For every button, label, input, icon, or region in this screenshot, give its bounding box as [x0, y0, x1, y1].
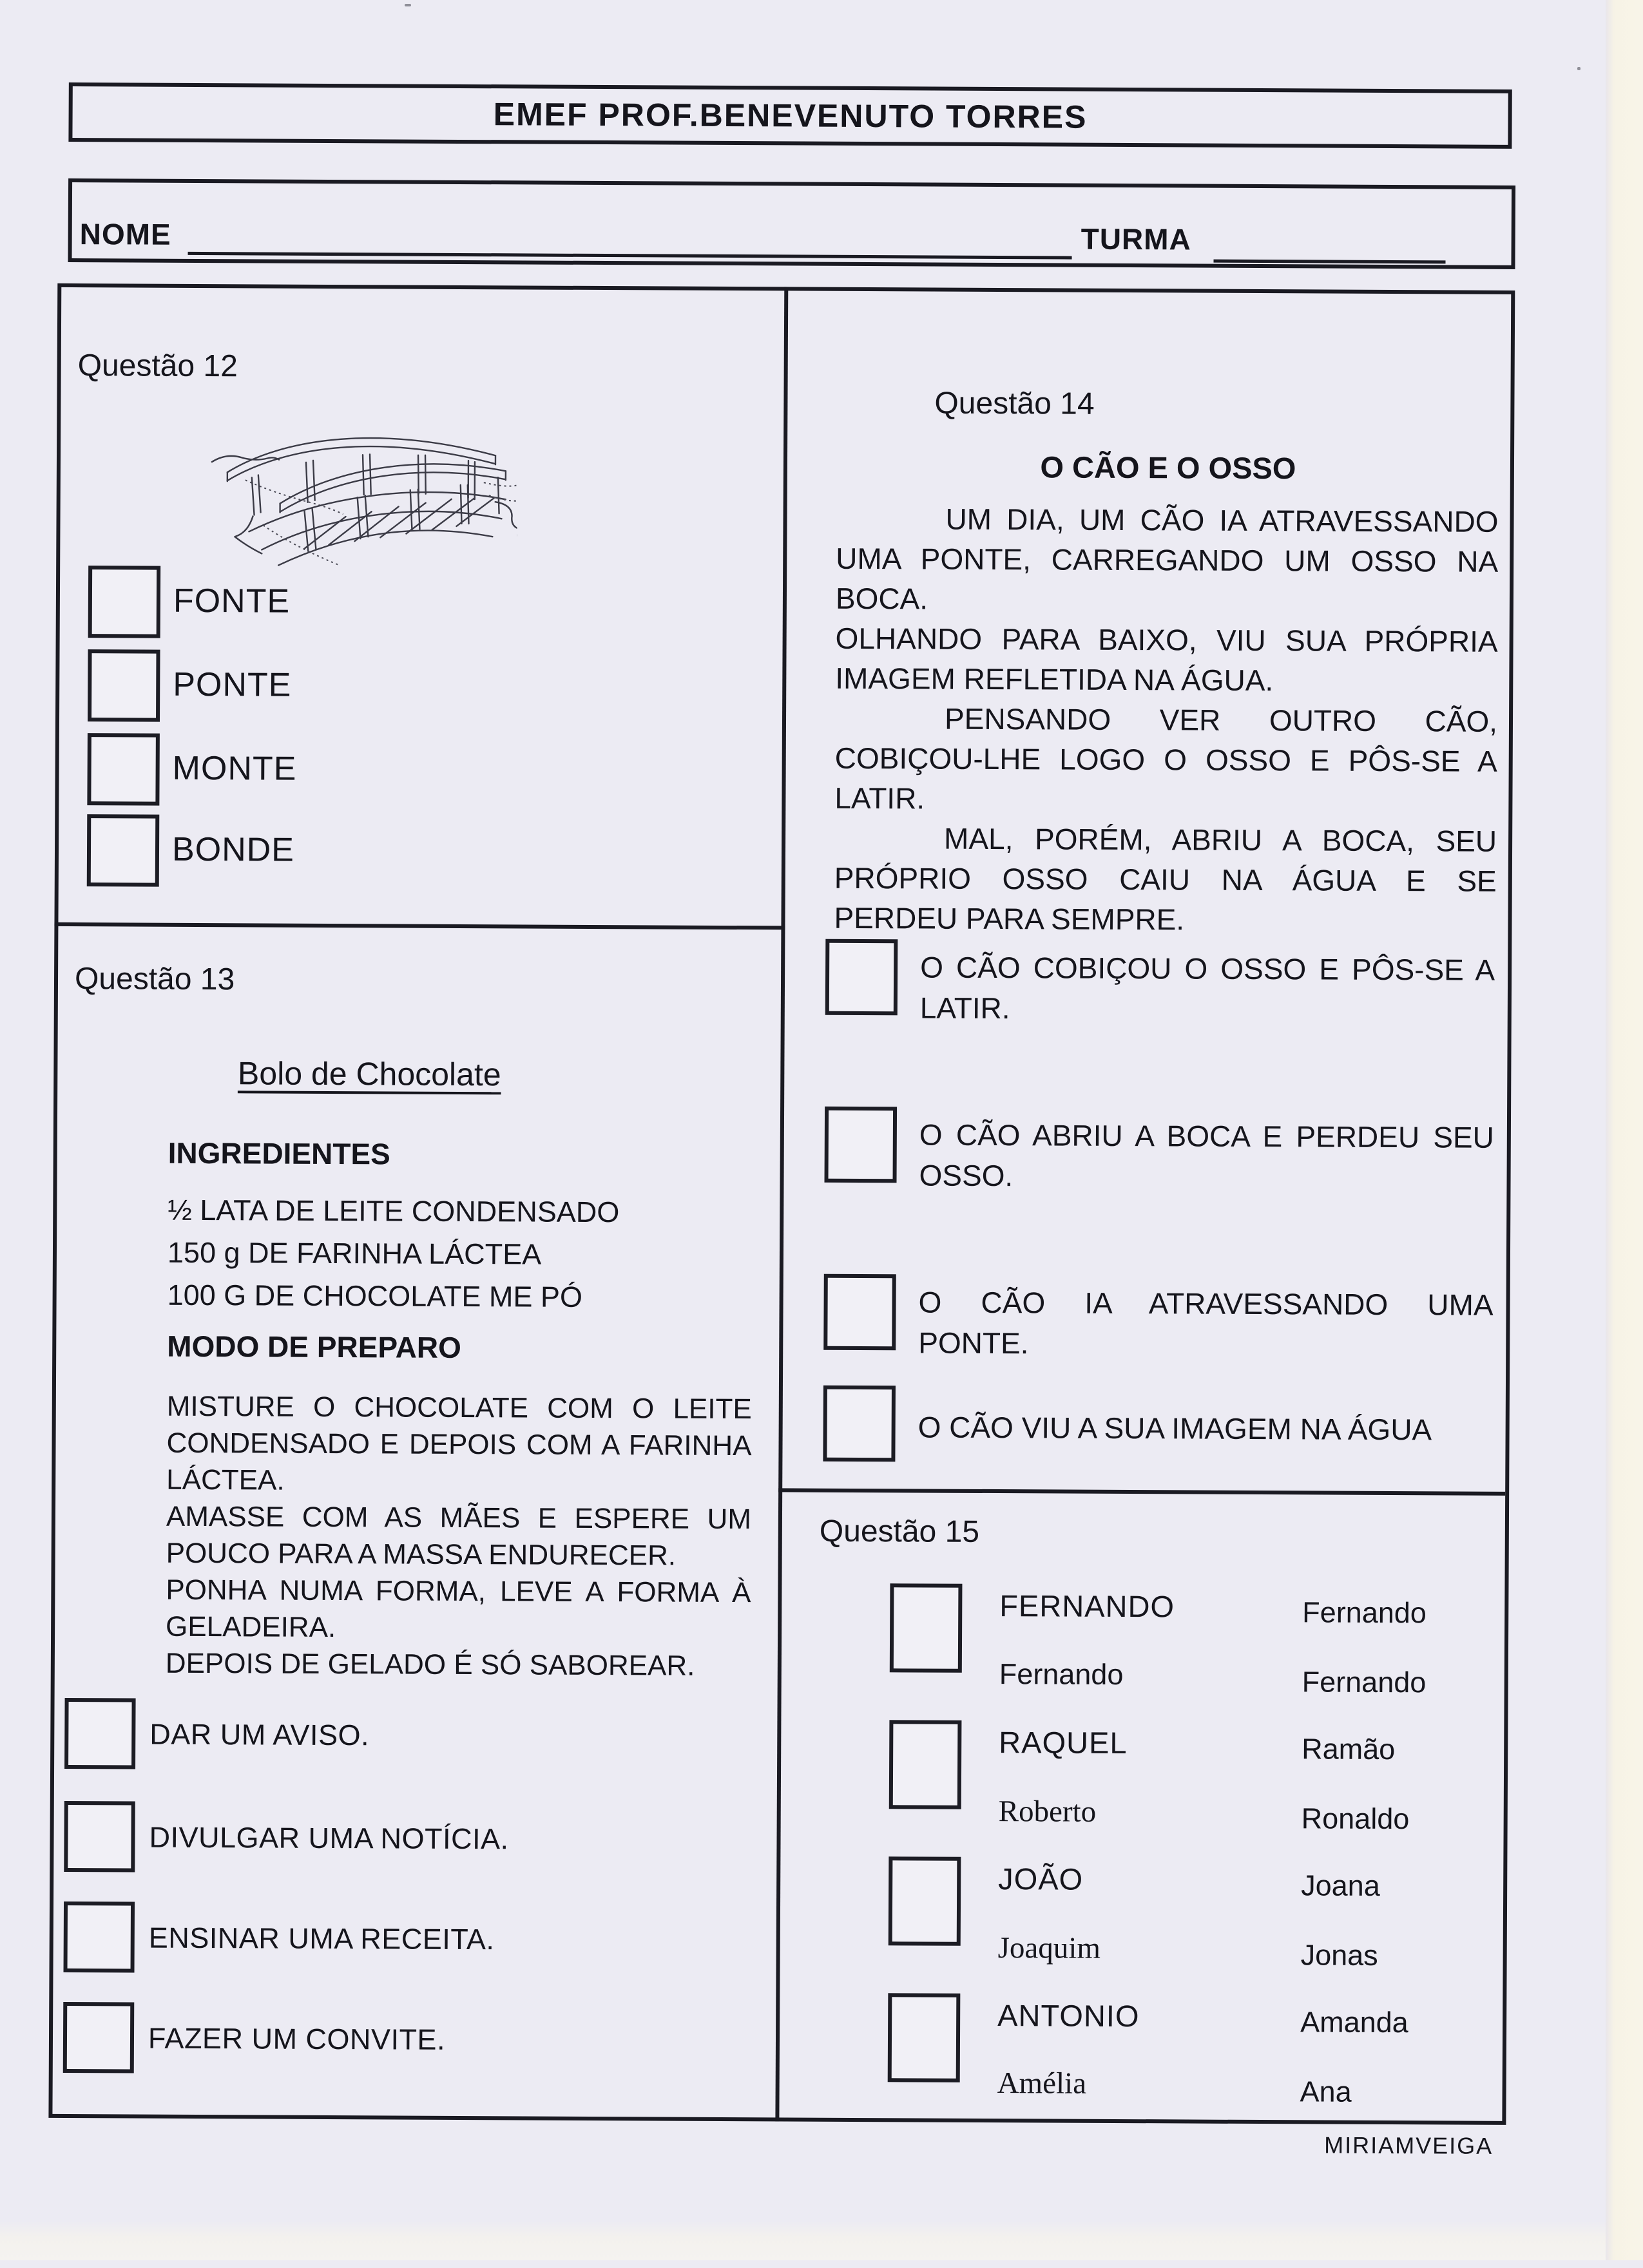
method-line: DEPOIS DE GELADO É SÓ SABOREAR.	[165, 1647, 695, 1682]
option-line: PONTE.	[918, 1326, 1029, 1360]
q12-option-checkbox-ponte[interactable]	[88, 649, 160, 722]
q14-option-checkbox-2[interactable]	[825, 1107, 898, 1183]
q12-option-label-bonde: BONDE	[171, 830, 295, 869]
q15-row3-checkbox[interactable]	[889, 1856, 961, 1946]
option-line: O CÃO ABRIU A BOCA E PERDEU SEU	[919, 1118, 1494, 1154]
q12-option-checkbox-fonte[interactable]	[88, 566, 161, 638]
story-line: COBIÇOU-LHE LOGO O OSSO E PÔS-SE A	[834, 741, 1497, 778]
q12-title: Questão 12	[77, 348, 238, 384]
option-line: O CÃO IA ATRAVESSANDO UMA	[918, 1285, 1494, 1322]
q15-row3-name: Joaquim	[997, 1931, 1101, 1965]
q13-ingredient-line: 150 g DE FARINHA LÁCTEA	[167, 1235, 542, 1271]
q13-option-checkbox-noticia[interactable]	[64, 1801, 135, 1873]
q14-story-text	[834, 501, 1498, 944]
q14-option-text-2	[919, 1117, 1494, 1195]
scan-artifact	[405, 4, 411, 6]
q14-option-text-4	[918, 1409, 1493, 1447]
method-line: LÁCTEA.	[166, 1463, 285, 1496]
q13-ingredients-heading: INGREDIENTES	[168, 1136, 390, 1171]
q15-title: Questão 15	[819, 1514, 980, 1549]
q15-row2-name: Roberto	[998, 1795, 1097, 1829]
q15-row1-name: Fernando	[1302, 1665, 1427, 1699]
q15-row2-name: Ramão	[1302, 1732, 1396, 1766]
story-line: BOCA.	[835, 581, 928, 616]
q15-row4-name: Amanda	[1300, 2005, 1408, 2039]
q15-row4-checkbox[interactable]	[888, 1993, 961, 2082]
q12-option-checkbox-monte[interactable]	[87, 733, 160, 806]
name-label: NOME	[79, 217, 171, 251]
q15-row2-name: RAQUEL	[999, 1725, 1128, 1760]
option-line: OSSO.	[919, 1158, 1014, 1193]
q14-title: Questão 14	[934, 386, 1095, 421]
q13-option-label-receita: ENSINAR UMA RECEITA.	[148, 1921, 495, 1956]
method-line: AMASSE COM AS MÃES E ESPERE UM	[166, 1500, 752, 1536]
q15-row1-checkbox[interactable]	[890, 1583, 963, 1673]
q12-option-label-ponte: PONTE	[173, 665, 292, 704]
school-header-title: EMEF PROF.BENEVENUTO TORRES	[493, 96, 1088, 135]
q14-option-text-1	[920, 949, 1495, 1027]
q15-row1-name: FERNANDO	[999, 1588, 1175, 1624]
q15-row2-checkbox[interactable]	[889, 1720, 962, 1809]
q15-row1-name: Fernando	[999, 1657, 1124, 1691]
story-line: OLHANDO PARA BAIXO, VIU SUA PRÓPRIA	[835, 621, 1498, 658]
q14-option-checkbox-1[interactable]	[825, 939, 898, 1016]
q15-row2-name: Ronaldo	[1301, 1802, 1410, 1836]
q13-option-checkbox-convite[interactable]	[63, 2002, 135, 2073]
q14-story-title: O CÃO E O OSSO	[1040, 450, 1296, 486]
q13-method-text	[166, 1391, 752, 1687]
story-line: PRÓPRIO OSSO CAIU NA ÁGUA E SE	[834, 861, 1497, 898]
q15-row3-name: JOÃO	[998, 1862, 1084, 1896]
q13-recipe-title: Bolo de Chocolate	[237, 1055, 501, 1093]
story-line: UMA PONTE, CARREGANDO UM OSSO NA	[836, 541, 1499, 578]
q14-option-checkbox-3[interactable]	[823, 1274, 896, 1351]
method-line: CONDENSADO E DEPOIS COM A FARINHA	[166, 1427, 752, 1462]
q13-ingredient-line: ½ LATA DE LEITE CONDENSADO	[168, 1193, 620, 1229]
q13-option-checkbox-aviso[interactable]	[64, 1698, 136, 1769]
q14-option-checkbox-4[interactable]	[823, 1386, 896, 1462]
class-label: TURMA	[1081, 222, 1191, 256]
q14-option-text-3	[918, 1284, 1494, 1362]
q12-option-checkbox-bonde[interactable]	[87, 814, 160, 887]
q15-row3-name: Jonas	[1300, 1938, 1378, 1972]
q15-row3-name: Joana	[1301, 1869, 1380, 1902]
method-line: POUCO PARA A MASSA ENDURECER.	[166, 1537, 677, 1572]
q13-option-label-noticia: DIVULGAR UMA NOTÍCIA.	[149, 1820, 509, 1856]
story-line: LATIR.	[834, 781, 925, 815]
story-line: UM DIA, UM CÃO IA ATRAVESSANDO	[945, 502, 1499, 538]
q13-method-heading: MODO DE PREPARO	[167, 1329, 462, 1364]
q15-row1-name: Fernando	[1302, 1596, 1427, 1630]
method-line: PONHA NUMA FORMA, LEVE A FORMA À	[166, 1574, 751, 1609]
q13-title: Questão 13	[74, 962, 235, 997]
q13-ingredient-line: 100 G DE CHOCOLATE ME PÓ	[167, 1278, 583, 1313]
q15-row4-name: Ana	[1300, 2075, 1352, 2108]
story-line: MAL, PORÉM, ABRIU A BOCA, SEU	[943, 821, 1497, 858]
story-line: IMAGEM REFLETIDA NA ÁGUA.	[835, 661, 1274, 698]
q12-option-label-fonte: FONTE	[173, 582, 291, 620]
method-line: GELADEIRA.	[166, 1610, 336, 1644]
story-line: PENSANDO VER OUTRO CÃO,	[944, 701, 1498, 738]
q12-option-label-monte: MONTE	[172, 749, 297, 788]
q13-option-label-aviso: DAR UM AVISO.	[149, 1717, 370, 1752]
q13-option-label-convite: FAZER UM CONVITE.	[148, 2021, 446, 2056]
story-line: PERDEU PARA SEMPRE.	[834, 901, 1185, 937]
scanner-bed-edge-right	[1606, 0, 1643, 2260]
option-line: O CÃO COBIÇOU O OSSO E PÔS-SE A	[920, 950, 1495, 987]
option-line: LATIR.	[919, 991, 1010, 1025]
option-line: O CÃO VIU A SUA IMAGEM NA ÁGUA	[918, 1410, 1432, 1447]
footer-signature: MIRIAMVEIGA	[1324, 2131, 1494, 2159]
q15-row4-name: ANTONIO	[997, 1998, 1140, 2034]
paper-bottom-edge	[0, 2221, 1643, 2260]
scan-artifact	[1577, 67, 1581, 70]
bridge-illustration	[207, 399, 517, 593]
method-line: MISTURE O CHOCOLATE COM O LEITE	[166, 1390, 752, 1425]
q15-row4-name: Amélia	[997, 2066, 1087, 2101]
q13-option-checkbox-receita[interactable]	[64, 1901, 135, 1973]
